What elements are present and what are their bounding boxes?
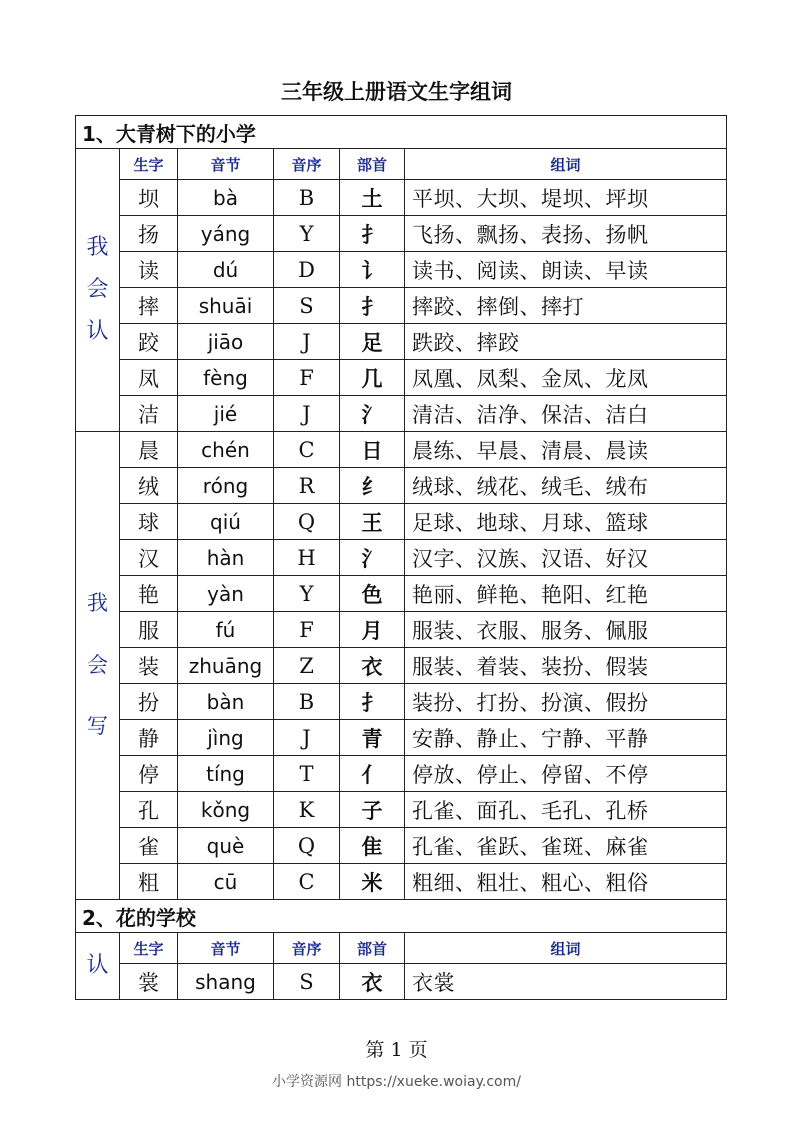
table-row — [76, 504, 727, 540]
char-cell: 艳 — [120, 576, 178, 612]
char-cell: 扮 — [120, 684, 178, 720]
words-cell: 汉字、汉族、汉语、好汉 — [405, 540, 727, 576]
page-title: 三年级上册语文生字组词 — [281, 80, 512, 104]
group-label-char: 我 — [87, 590, 108, 615]
table-row — [76, 576, 727, 612]
radical-cell: 子 — [340, 792, 405, 828]
initial-cell: F — [274, 360, 340, 396]
pinyin-cell: hàn — [178, 540, 274, 576]
initial-cell: B — [274, 684, 340, 720]
radical-cell: 衣 — [340, 648, 405, 684]
radical-cell: 扌 — [340, 216, 405, 252]
words-cell: 孔雀、雀跃、雀斑、麻雀 — [405, 828, 727, 864]
table-row — [76, 216, 727, 252]
table-row — [76, 864, 727, 900]
initial-cell: C — [274, 864, 340, 900]
words-cell: 孔雀、面孔、毛孔、孔桥 — [405, 792, 727, 828]
pinyin-cell: qiú — [178, 504, 274, 540]
section-title: 2、花的学校 — [76, 900, 727, 933]
table-row — [76, 180, 727, 216]
initial-cell: S — [274, 964, 340, 1000]
words-cell: 摔跤、摔倒、摔打 — [405, 288, 727, 324]
table-row — [76, 360, 727, 396]
words-cell: 清洁、洁净、保洁、洁白 — [405, 396, 727, 432]
radical-cell: 月 — [340, 612, 405, 648]
char-cell: 坝 — [120, 180, 178, 216]
words-cell: 服装、着装、装扮、假装 — [405, 648, 727, 684]
char-cell: 孔 — [120, 792, 178, 828]
header-zi: 生字 — [120, 149, 178, 180]
header-row — [76, 933, 727, 964]
pinyin-cell: bàn — [178, 684, 274, 720]
char-cell: 汉 — [120, 540, 178, 576]
pinyin-cell: fèng — [178, 360, 274, 396]
table-row — [76, 648, 727, 684]
char-cell: 雀 — [120, 828, 178, 864]
header-yinjie: 音节 — [178, 149, 274, 180]
radical-cell: 隹 — [340, 828, 405, 864]
pinyin-cell: shang — [178, 964, 274, 1000]
header-zuci: 组词 — [405, 149, 727, 180]
char-cell: 球 — [120, 504, 178, 540]
group-label-char: 写 — [87, 714, 108, 739]
char-cell: 停 — [120, 756, 178, 792]
radical-cell: 亻 — [340, 756, 405, 792]
initial-cell: Q — [274, 504, 340, 540]
char-cell: 摔 — [120, 288, 178, 324]
table-row — [76, 540, 727, 576]
pinyin-cell: dú — [178, 252, 274, 288]
pinyin-cell: cū — [178, 864, 274, 900]
vocab-table — [75, 115, 727, 1000]
header-row — [76, 149, 727, 180]
initial-cell: S — [274, 288, 340, 324]
initial-cell: Y — [274, 576, 340, 612]
initial-cell: B — [274, 180, 340, 216]
table-row — [76, 468, 727, 504]
header-yinxu: 音序 — [274, 149, 340, 180]
pinyin-cell: kǒng — [178, 792, 274, 828]
words-cell: 衣裳 — [405, 964, 727, 1000]
initial-cell: Q — [274, 828, 340, 864]
radical-cell: 衣 — [340, 964, 405, 1000]
group-label-char: 会 — [87, 652, 108, 677]
header-bushou: 部首 — [340, 149, 405, 180]
words-cell: 平坝、大坝、堤坝、坪坝 — [405, 180, 727, 216]
char-cell: 粗 — [120, 864, 178, 900]
char-cell: 装 — [120, 648, 178, 684]
initial-cell: Z — [274, 648, 340, 684]
pinyin-cell: chén — [178, 432, 274, 468]
radical-cell: 王 — [340, 504, 405, 540]
group-label-char: 会 — [86, 277, 109, 303]
radical-cell: 纟 — [340, 468, 405, 504]
radical-cell: 几 — [340, 360, 405, 396]
char-cell: 读 — [120, 252, 178, 288]
table-row — [76, 720, 727, 756]
initial-cell: J — [274, 396, 340, 432]
section-title: 1、大青树下的小学 — [76, 116, 727, 149]
table-row — [76, 288, 727, 324]
initial-cell: K — [274, 792, 340, 828]
radical-cell: 米 — [340, 864, 405, 900]
table-row — [76, 964, 727, 1000]
initial-cell: T — [274, 756, 340, 792]
radical-cell: 土 — [340, 180, 405, 216]
radical-cell: 氵 — [340, 396, 405, 432]
pinyin-cell: róng — [178, 468, 274, 504]
pinyin-cell: zhuāng — [178, 648, 274, 684]
radical-cell: 氵 — [340, 540, 405, 576]
pinyin-cell: bà — [178, 180, 274, 216]
site-watermark: 小学资源网 https://xueke.woiay.com/ — [272, 1074, 521, 1090]
header-bushou: 部首 — [340, 933, 405, 964]
header-zi: 生字 — [120, 933, 178, 964]
char-cell: 洁 — [120, 396, 178, 432]
group-label-char: 我 — [86, 235, 109, 261]
char-cell: 裳 — [120, 964, 178, 1000]
table-row — [76, 684, 727, 720]
words-cell: 凤凰、凤梨、金凤、龙凤 — [405, 360, 727, 396]
radical-cell: 讠 — [340, 252, 405, 288]
group-label: 认 — [76, 933, 120, 1000]
pinyin-cell: shuāi — [178, 288, 274, 324]
radical-cell: 扌 — [340, 288, 405, 324]
initial-cell: F — [274, 612, 340, 648]
initial-cell: Y — [274, 216, 340, 252]
initial-cell: H — [274, 540, 340, 576]
initial-cell: C — [274, 432, 340, 468]
words-cell: 安静、静止、宁静、平静 — [405, 720, 727, 756]
char-cell: 晨 — [120, 432, 178, 468]
initial-cell: D — [274, 252, 340, 288]
words-cell: 绒球、绒花、绒毛、绒布 — [405, 468, 727, 504]
group-label — [76, 432, 120, 900]
words-cell: 足球、地球、月球、篮球 — [405, 504, 727, 540]
table-row — [76, 756, 727, 792]
words-cell: 飞扬、飘扬、表扬、扬帆 — [405, 216, 727, 252]
initial-cell: J — [274, 324, 340, 360]
words-cell: 跌跤、摔跤 — [405, 324, 727, 360]
pinyin-cell: fú — [178, 612, 274, 648]
radical-cell: 日 — [340, 432, 405, 468]
pinyin-cell: tíng — [178, 756, 274, 792]
char-cell: 绒 — [120, 468, 178, 504]
header-yinjie: 音节 — [178, 933, 274, 964]
pinyin-cell: jiāo — [178, 324, 274, 360]
radical-cell: 色 — [340, 576, 405, 612]
radical-cell: 扌 — [340, 684, 405, 720]
radical-cell: 足 — [340, 324, 405, 360]
group-label — [76, 149, 120, 432]
page-number: 第 1 页 — [365, 1039, 428, 1061]
group-label-char: 认 — [86, 318, 109, 344]
pinyin-cell: jìng — [178, 720, 274, 756]
char-cell: 服 — [120, 612, 178, 648]
header-yinxu: 音序 — [274, 933, 340, 964]
words-cell: 停放、停止、停留、不停 — [405, 756, 727, 792]
table-row — [76, 432, 727, 468]
pinyin-cell: yàn — [178, 576, 274, 612]
words-cell: 粗细、粗壮、粗心、粗俗 — [405, 864, 727, 900]
char-cell: 凤 — [120, 360, 178, 396]
words-cell: 艳丽、鲜艳、艳阳、红艳 — [405, 576, 727, 612]
char-cell: 扬 — [120, 216, 178, 252]
words-cell: 晨练、早晨、清晨、晨读 — [405, 432, 727, 468]
initial-cell: J — [274, 720, 340, 756]
pinyin-cell: yáng — [178, 216, 274, 252]
table-row — [76, 612, 727, 648]
radical-cell: 青 — [340, 720, 405, 756]
table-row — [76, 252, 727, 288]
initial-cell: R — [274, 468, 340, 504]
table-row — [76, 792, 727, 828]
header-zuci: 组词 — [405, 933, 727, 964]
pinyin-cell: què — [178, 828, 274, 864]
words-cell: 读书、阅读、朗读、早读 — [405, 252, 727, 288]
table-row — [76, 324, 727, 360]
table-row — [76, 396, 727, 432]
words-cell: 服装、衣服、服务、佩服 — [405, 612, 727, 648]
words-cell: 装扮、打扮、扮演、假扮 — [405, 684, 727, 720]
table-row — [76, 828, 727, 864]
pinyin-cell: jié — [178, 396, 274, 432]
char-cell: 静 — [120, 720, 178, 756]
char-cell: 跤 — [120, 324, 178, 360]
